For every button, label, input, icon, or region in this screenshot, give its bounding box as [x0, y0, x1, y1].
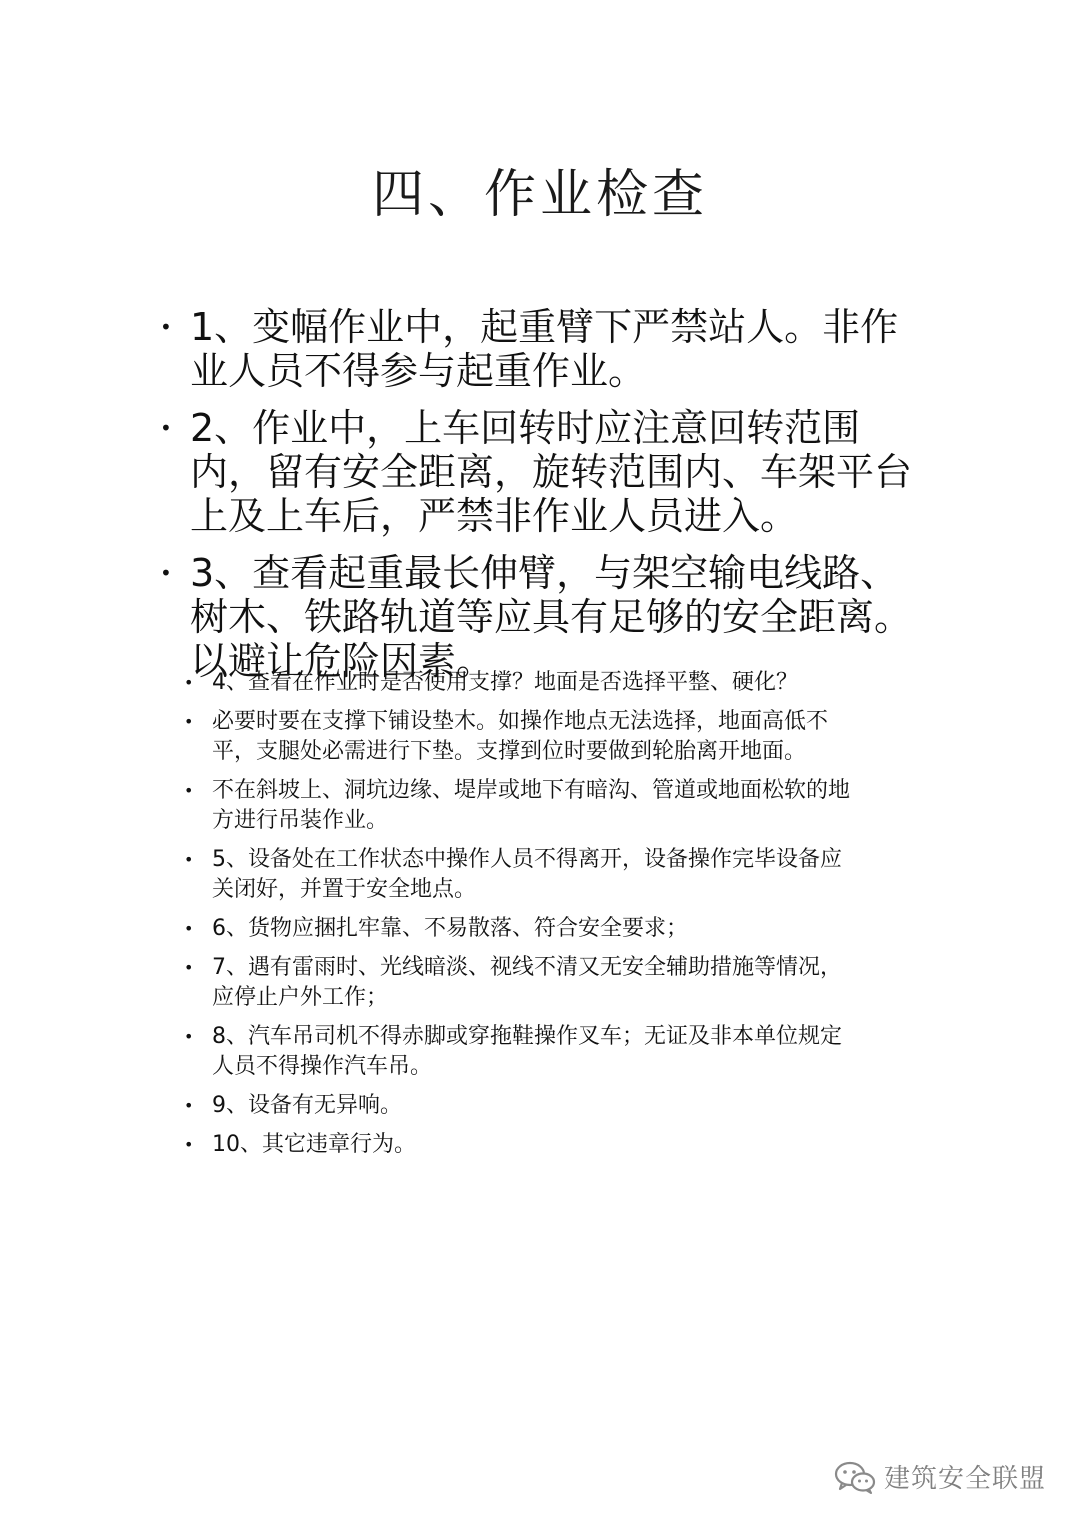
list-item-text: 6、货物应捆扎牢靠、不易散落、符合安全要求；	[212, 916, 688, 941]
list-item	[180, 845, 860, 905]
list-item	[180, 1091, 860, 1121]
list-item-text: 不在斜坡上、洞坑边缘、堤岸或地下有暗沟、管道或地面松软的地方进行吊装作业。	[212, 778, 851, 833]
list-item-text: 5、设备处在工作状态中操作人员不得离开，设备操作完毕设备应关闭好，并置于安全地点。	[212, 847, 842, 902]
bullet-icon: •	[184, 919, 194, 938]
list-item-text: 2、作业中，上车回转时应注意回转范围内，留有安全距离，旋转范围内、车架平台上及上车后，严禁非作业人员进入。	[190, 406, 913, 538]
bullet-icon: •	[184, 958, 194, 977]
bullet-icon: •	[184, 781, 194, 800]
bullet-icon: •	[184, 712, 194, 731]
main-item-list	[160, 305, 920, 696]
list-item-text: 4、查看在作业时是否使用支撑？地面是否选择平整、硬化？	[212, 670, 798, 695]
list-item-text: 9、设备有无异响。	[212, 1093, 402, 1118]
list-item-text: 1、变幅作业中，起重臂下严禁站人。非作业人员不得参与起重作业。	[190, 305, 899, 393]
watermark-text: 建筑安全联盟	[883, 1464, 1046, 1494]
list-item-text: 8、汽车吊司机不得赤脚或穿拖鞋操作叉车；无证及非本单位规定人员不得操作汽车吊。	[212, 1024, 842, 1079]
list-item-text: 3、查看起重最长伸臂，与架空输电线路、树木、铁路轨道等应具有足够的安全距离。以避让危险因素。	[190, 551, 913, 683]
list-item	[180, 668, 860, 698]
watermark	[834, 1458, 1046, 1495]
wechat-icon	[834, 1460, 876, 1494]
list-item-text: 必要时要在支撑下铺设垫木。如操作地点无法选择，地面高低不平，支腿处必需进行下垫。支撑到位时要做到轮胎离开地面。	[212, 709, 829, 764]
bullet-icon: •	[184, 1027, 194, 1046]
bullet-icon: •	[160, 315, 172, 339]
list-item	[180, 1130, 860, 1160]
bullet-icon: •	[184, 673, 194, 692]
list-item-text: 10、其它违章行为。	[212, 1132, 416, 1157]
list-item	[180, 953, 860, 1013]
page-title: 四、作业检查	[371, 165, 708, 225]
list-item	[160, 406, 920, 538]
list-item	[180, 1022, 860, 1082]
list-item	[160, 551, 920, 683]
bullet-icon: •	[184, 850, 194, 869]
list-item	[180, 914, 860, 944]
bullet-icon: •	[184, 1135, 194, 1154]
list-item	[180, 776, 860, 836]
bullet-icon: •	[184, 1096, 194, 1115]
list-item-text: 7、遇有雷雨时、光线暗淡、视线不清又无安全辅助措施等情况，应停止户外工作；	[212, 955, 842, 1010]
list-item	[180, 707, 860, 767]
bullet-icon: •	[160, 561, 172, 585]
list-item	[160, 305, 920, 393]
bullet-icon: •	[160, 416, 172, 440]
sub-item-list	[180, 668, 860, 1169]
